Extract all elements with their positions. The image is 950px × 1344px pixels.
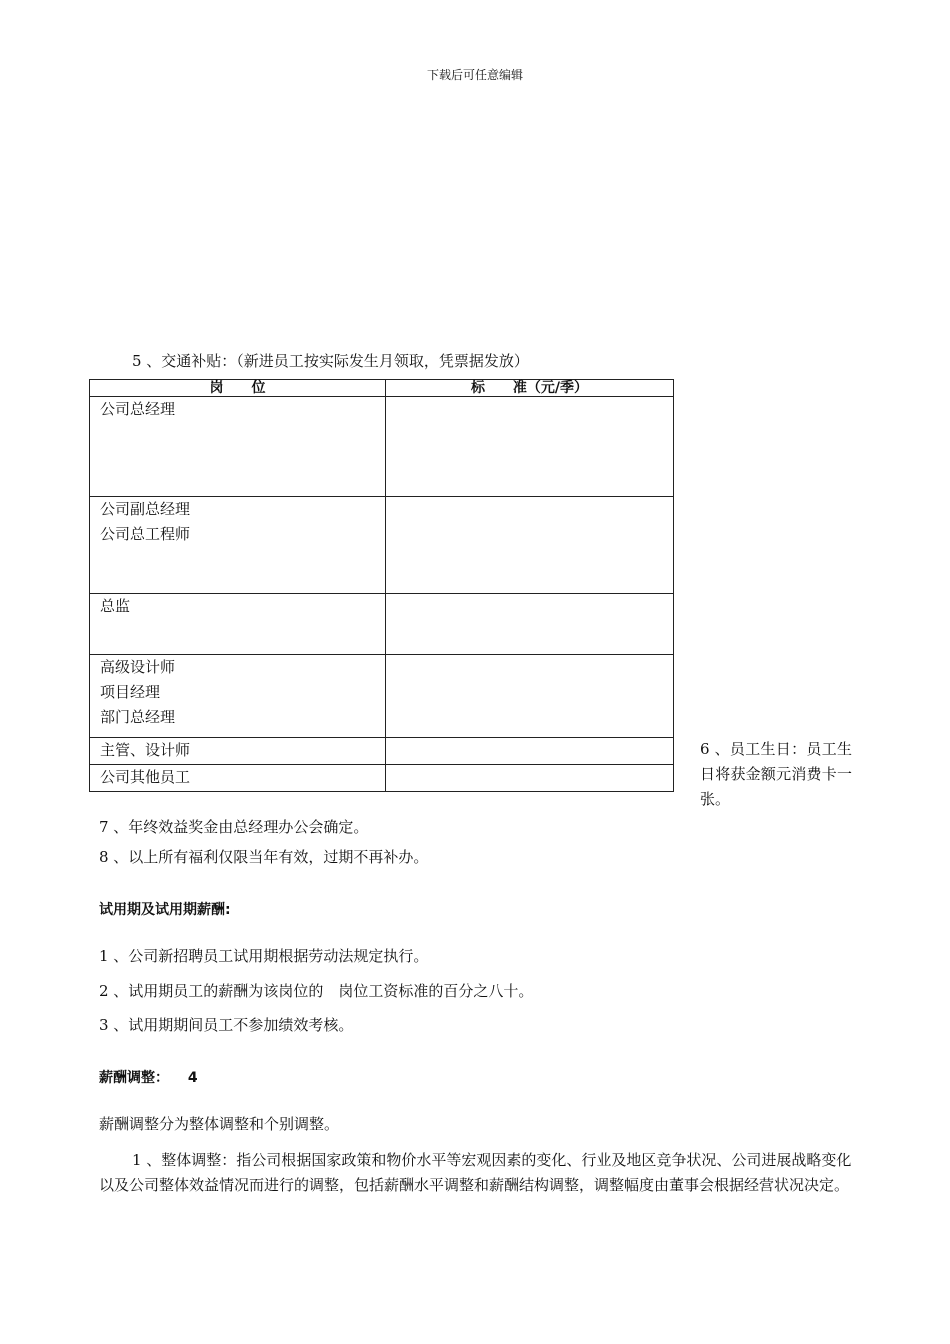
position-name: 主管、设计师 <box>100 741 191 759</box>
table-row <box>90 655 674 738</box>
position-name: 高级设计师 <box>100 658 176 676</box>
standard-cell <box>386 594 674 655</box>
position-cell <box>90 397 386 497</box>
table-row <box>90 594 674 655</box>
table-header-row <box>90 380 674 397</box>
probation-heading: 试用期及试用期薪酬: <box>99 902 231 918</box>
position-cell <box>90 497 386 594</box>
adjustment-item-1: 1 、整体调整：指公司根据国家政策和物价水平等宏观因素的变化、行业及地区竞争状况、公司进展战略变化以及公司整体效益情况而进行的调整，包括薪酬水平调整和薪酬结构调整，调整幅度由董事会根据经营状况决定。 <box>99 1151 852 1194</box>
position-name: 部门总经理 <box>100 708 176 726</box>
position-name: 总监 <box>100 597 131 615</box>
transport-allowance-table <box>89 379 674 792</box>
column-header-position: 岗 位 <box>90 380 386 397</box>
adjustment-heading <box>99 1067 198 1087</box>
standard-cell <box>386 765 674 792</box>
adjustment-heading-number: 4 <box>187 1070 198 1086</box>
item-7: 7 、年终效益奖金由总经理办公会确定。 <box>99 818 369 836</box>
birthday-benefit-note: 6 、员工生日：员工生日将获金额元消费卡一张。 <box>700 740 852 808</box>
position-name: 项目经理 <box>100 683 161 701</box>
header-note: 下载后可任意编辑 <box>426 68 523 82</box>
position-name: 公司其他员工 <box>100 768 191 786</box>
probation-item-2: 2 、试用期员工的薪酬为该岗位的 岗位工资标准的百分之八十。 <box>99 982 534 1000</box>
position-cell <box>90 655 386 738</box>
table-row <box>90 397 674 497</box>
standard-cell <box>386 497 674 594</box>
adjustment-intro: 薪酬调整分为整体调整和个别调整。 <box>99 1115 340 1133</box>
item-8: 8 、以上所有福利仅限当年有效，过期不再补办。 <box>99 848 429 866</box>
probation-item-3: 3 、试用期期间员工不参加绩效考核。 <box>99 1016 354 1034</box>
transport-allowance-title: 5 、交通补贴：（新进员工按实际发生月领取，凭票据发放） <box>132 352 529 370</box>
position-name: 公司总工程师 <box>100 525 191 543</box>
table-row <box>90 738 674 765</box>
probation-item-1: 1 、公司新招聘员工试用期根据劳动法规定执行。 <box>99 947 429 965</box>
adjustment-heading-text: 薪酬调整： <box>99 1070 169 1086</box>
position-name: 公司总经理 <box>100 400 176 418</box>
position-cell <box>90 738 386 765</box>
position-cell <box>90 594 386 655</box>
column-header-standard: 标 准（元/季） <box>386 380 674 397</box>
standard-cell <box>386 738 674 765</box>
position-name: 公司副总经理 <box>100 500 191 518</box>
standard-cell <box>386 397 674 497</box>
table-row <box>90 765 674 792</box>
position-cell <box>90 765 386 792</box>
standard-cell <box>386 655 674 738</box>
table-row <box>90 497 674 594</box>
